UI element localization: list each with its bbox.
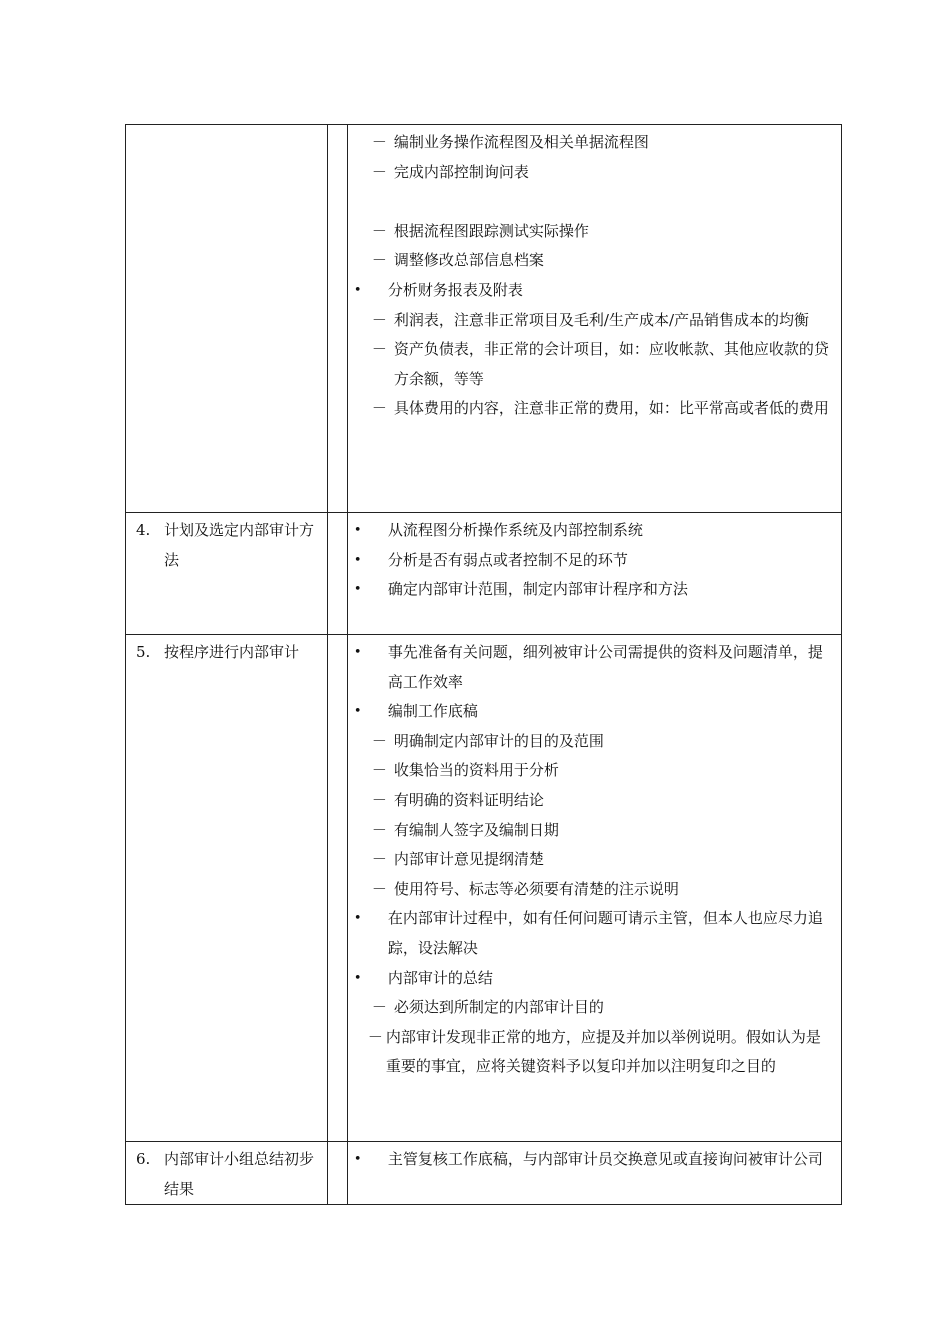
dash-icon: － — [371, 310, 387, 329]
step-number: 5. — [136, 643, 151, 661]
step-title: 按程序进行内部审计 — [164, 643, 300, 661]
dash-item — [348, 993, 841, 1023]
bullet-item — [348, 964, 841, 994]
dash-icon: － — [371, 162, 387, 181]
dash-item — [348, 845, 841, 875]
item-text: 调整修改总部信息档案 — [393, 251, 544, 270]
dash-item — [348, 306, 841, 336]
detail-list — [348, 513, 841, 605]
table-row — [126, 513, 842, 635]
detail-list — [348, 125, 841, 424]
item-text: 收集恰当的资料用于分析 — [393, 761, 559, 780]
item-text: 使用符号、标志等必须要有清楚的注示说明 — [393, 879, 679, 898]
dash-icon: － — [371, 879, 387, 898]
detail-cell — [347, 513, 841, 635]
dash-item — [348, 128, 841, 158]
dash-item — [348, 246, 841, 276]
detail-list — [348, 635, 841, 1082]
dash-icon: － — [371, 998, 387, 1017]
bullet-icon: • — [353, 704, 362, 720]
spacer-cell — [327, 1142, 347, 1205]
item-text: 内部审计发现非正常的地方，应提及并加以举例说明。假如认为是重要的事宜，应将关键资料予以复印并加以注明复印之目的 — [385, 1027, 821, 1076]
step-title: 计划及选定内部审计方法 — [164, 521, 315, 569]
step-heading — [126, 638, 327, 668]
item-text: 必须达到所制定的内部审计目的 — [393, 998, 604, 1017]
step-number: 6. — [136, 1150, 151, 1168]
dash-icon: － — [371, 340, 387, 359]
bullet-icon: • — [353, 645, 362, 660]
dash-icon: － — [371, 820, 387, 839]
detail-cell — [347, 125, 841, 513]
item-text: 事先准备有关问题，细列被审计公司需提供的资料及问题清单，提高工作效率 — [387, 643, 823, 691]
spacer-cell — [327, 635, 347, 1142]
spacer-cell — [327, 125, 347, 513]
item-text: 编制业务操作流程图及相关单据流程图 — [393, 133, 649, 151]
step-cell — [126, 513, 328, 635]
dash-icon: － — [367, 1027, 383, 1046]
dash-item — [348, 756, 841, 786]
item-text: 从流程图分析操作系统及内部控制系统 — [387, 521, 643, 539]
step-cell-content — [126, 1142, 327, 1204]
bullet-icon: • — [353, 970, 362, 986]
dash-item — [348, 394, 841, 424]
item-text: 根据流程图跟踪测试实际操作 — [393, 221, 589, 240]
dash-item — [348, 727, 841, 757]
item-text: 明确制定内部审计的目的及范围 — [393, 731, 604, 750]
bullet-item — [348, 516, 841, 546]
detail-cell — [347, 1142, 841, 1205]
dash-item — [348, 158, 841, 188]
item-text: 编制工作底稿 — [387, 702, 478, 721]
dash-item — [348, 217, 841, 247]
step-number: 4. — [136, 521, 151, 539]
dash-item — [348, 786, 841, 816]
dash-icon: － — [371, 133, 387, 151]
bullet-item — [348, 638, 841, 697]
item-text: 主管复核工作底稿，与内部审计员交换意见或直接询问被审计公司 — [387, 1150, 823, 1168]
step-cell-content — [126, 635, 327, 668]
dash-item — [348, 335, 841, 394]
step-cell-content — [126, 513, 327, 575]
item-text: 内部审计的总结 — [387, 968, 493, 987]
bullet-icon: • — [353, 1152, 362, 1167]
step-title: 内部审计小组总结初步结果 — [164, 1150, 315, 1198]
dash-icon: － — [371, 251, 387, 270]
dash-icon: － — [371, 399, 387, 418]
bullet-item — [348, 1145, 841, 1175]
step-cell — [126, 1142, 328, 1205]
dash-icon: － — [371, 790, 387, 809]
table-row — [126, 635, 842, 1142]
bullet-icon: • — [353, 582, 362, 598]
dash-icon: － — [371, 731, 387, 750]
bullet-icon: • — [353, 552, 362, 568]
item-text: 分析财务报表及附表 — [387, 280, 523, 299]
item-text: 利润表，注意非正常项目及毛利/生产成本/产品销售成本的均衡 — [393, 310, 810, 329]
bullet-item — [348, 546, 841, 576]
item-text: 内部审计意见提纲清楚 — [393, 850, 544, 869]
step-heading — [126, 1145, 327, 1204]
detail-cell — [347, 635, 841, 1142]
dash-item — [348, 816, 841, 846]
bullet-item — [348, 697, 841, 727]
item-text: 完成内部控制询问表 — [393, 162, 529, 181]
dash-icon: － — [371, 761, 387, 780]
table-row — [126, 125, 842, 513]
spacer-cell — [327, 513, 347, 635]
blank-line — [348, 187, 841, 217]
step-heading — [126, 516, 327, 575]
bullet-item — [348, 575, 841, 605]
bullet-icon: • — [353, 523, 362, 538]
item-text: 有明确的资料证明结论 — [393, 790, 544, 809]
audit-procedure-table — [125, 124, 842, 1205]
dash-icon: － — [371, 221, 387, 240]
table-row — [126, 1142, 842, 1205]
item-text: 有编制人签字及编制日期 — [393, 820, 559, 839]
dash-icon: － — [371, 850, 387, 869]
step-cell — [126, 125, 328, 513]
bullet-item — [348, 904, 841, 963]
item-text: 在内部审计过程中，如有任何问题可请示主管，但本人也应尽力追踪，设法解决 — [387, 909, 823, 957]
step-cell — [126, 635, 328, 1142]
item-text: 资产负债表，非正常的会计项目，如：应收帐款、其他应收款的贷方余额，等等 — [393, 340, 829, 388]
dash-item — [348, 1023, 841, 1082]
dash-item — [348, 875, 841, 905]
bullet-icon: • — [353, 911, 362, 927]
item-text: 分析是否有弱点或者控制不足的环节 — [387, 550, 628, 569]
item-text: 确定内部审计范围，制定内部审计程序和方法 — [387, 580, 688, 599]
bullet-icon: • — [353, 282, 362, 298]
bullet-item — [348, 276, 841, 306]
step-cell-content — [126, 125, 327, 128]
item-text: 具体费用的内容，注意非正常的费用，如：比平常高或者低的费用 — [393, 399, 829, 418]
detail-list — [348, 1142, 841, 1175]
